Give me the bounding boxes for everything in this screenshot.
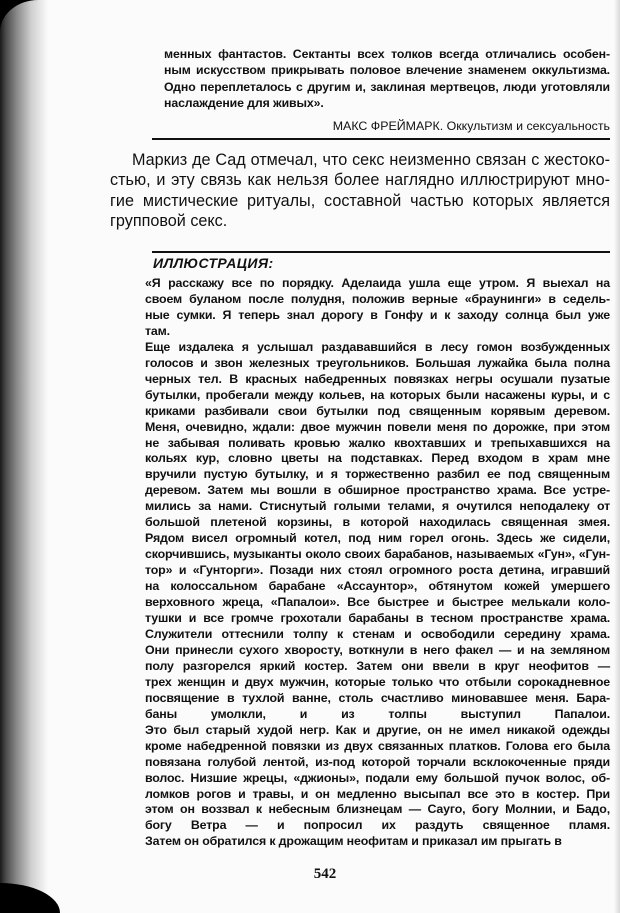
illustration-line: тушки и все громче грохотали барабаны в тесном пространстве храма. bbox=[145, 611, 610, 626]
illustration-line: бутылки, пробегали между кольев, на которых были насажены куры, и с bbox=[145, 387, 610, 402]
body-line: стью, и эту связь как нельзя более наглядно иллюстрируют мно- bbox=[110, 171, 610, 190]
epigraph-quote bbox=[164, 46, 610, 112]
illustration-line: Они принесли сухого хворосту, воткнули в него факел — и на земляном bbox=[145, 642, 610, 657]
illustration-line: баны умолкли, и из толпы выступил Папалои. bbox=[145, 706, 610, 721]
illustration-line: деревом. Затем мы вошли в обширное пространство храма. Все устре- bbox=[145, 483, 610, 498]
page-number: 542 bbox=[313, 866, 337, 882]
epigraph-attribution: МАКС ФРЕЙМАРК. Оккультизм и сексуальность bbox=[332, 119, 610, 133]
epigraph-line: наслаждение для живых». bbox=[164, 96, 324, 111]
illustration-line: волос. Низшие жрецы, «джионы», подали ему большой пучок волос, об- bbox=[145, 770, 610, 785]
illustration-line: этом он воззвал к небесным близнецам — Сауго, богу Молнии, и Бадо, bbox=[145, 802, 610, 817]
illustration-line: криками разбивали свои бутылки под священным корявым деревом. bbox=[145, 403, 610, 418]
illustration-line: мились за нами. Стиснутый голыми телами, я очутился неподалеку от bbox=[145, 499, 610, 514]
illustration-line: посвящение в тухлой ванне, столь счастливо миновавшее меня. Бара- bbox=[145, 690, 610, 705]
illustration-line: богу Ветра — и попросил их раздуть священное пламя. bbox=[145, 818, 610, 833]
illustration-line: большой плетеной корзины, в которой находилась священная змея. bbox=[145, 515, 610, 530]
illustration-line: полу разгорелся яркий костер. Затем они ввели в круг неофитов — bbox=[145, 658, 610, 673]
illustration-line: черных тел. В красных набедренных повязках негры осушали пузатые bbox=[145, 371, 610, 386]
illustration-line: скорчившись, музыканты около своих барабанов, называемых «Гун», «Гун- bbox=[145, 547, 610, 562]
illustration-line: на колоссальном барабане «Ассаунтор», обтянутом кожей умершего bbox=[145, 579, 610, 594]
epigraph-line: Одно переплеталось с другим и, заклиная мертвецов, люди уготовляли bbox=[164, 79, 610, 94]
book-spine-shadow bbox=[0, 0, 48, 913]
page-corner-shadow bbox=[0, 883, 60, 913]
epigraph-line: ным искусством прикрывать половое влечение знаменем оккультизма. bbox=[164, 63, 610, 78]
divider-rule bbox=[152, 251, 610, 253]
illustration-text bbox=[145, 276, 610, 850]
illustration-line: ные сумки. Я теперь знал дорогу в Гонфу и к заходу солнца был уже bbox=[145, 307, 610, 322]
illustration-line: кроме набедренной повязки из двух связанных платков. Голова его была bbox=[145, 738, 610, 753]
illustration-line: не забывая поливать кровью жалко квохтавших и трепыхавшихся на bbox=[145, 435, 610, 450]
body-paragraph bbox=[110, 150, 610, 232]
illustration-line: Затем он обратился к дрожащим неофитам и приказал им прыгать в bbox=[145, 834, 562, 849]
illustration-line: повязана голубой лентой, из-под которой торчали всклокоченные пряди bbox=[145, 754, 610, 769]
illustration-heading: ИЛЛЮСТРАЦИЯ: bbox=[153, 255, 274, 271]
illustration-line: ломков рогов и травы, и он медленно высыпал все это в костер. При bbox=[145, 786, 610, 801]
illustration-line: трех женщин и двух мужчин, которые только что отбыли сорокадневное bbox=[145, 674, 610, 689]
illustration-line: тор» и «Гунторги». Позади них стоял огромного роста детина, игравший bbox=[145, 563, 610, 578]
illustration-line: «Я расскажу все по порядку. Аделаида ушла еще утром. Я выехал на bbox=[145, 276, 610, 290]
illustration-line: вручили пустую бутылку, и я торжественно разбил ее под священным bbox=[145, 467, 610, 482]
illustration-line: Рядом висел огромный котел, под ним горел огонь. Здесь же сидели, bbox=[145, 531, 610, 546]
illustration-line: Еще издалека я услышал раздававшийся в лесу гомон возбужденных bbox=[145, 339, 610, 354]
body-line: групповой секс. bbox=[110, 212, 228, 231]
illustration-line: кольях кур, словно цветы на подставках. Перед входом в храм мне bbox=[145, 451, 610, 466]
illustration-line: голосов и звон железных треугольников. Большая лужайка была полна bbox=[145, 355, 610, 370]
divider-rule bbox=[152, 138, 610, 140]
body-line: Маркиз де Сад отмечал, что секс неизменно связан с жестоко- bbox=[132, 151, 610, 169]
page-edge bbox=[614, 0, 620, 913]
illustration-line: там. bbox=[145, 323, 170, 338]
illustration-line: Меня, очевидно, ждали: двое мужчин повели меня по дорожке, при этом bbox=[145, 419, 610, 434]
illustration-line: верховного жреца, «Папалои». Все быстрее и быстрее мелькали коло- bbox=[145, 595, 610, 610]
illustration-line: Служители оттеснили толпу к стенам и освободили середину храма. bbox=[145, 626, 610, 641]
epigraph-line: менных фантастов. Сектанты всех толков всегда отличались особен- bbox=[164, 47, 610, 61]
body-line: гие мистические ритуалы, составной частью которых является bbox=[110, 191, 610, 210]
illustration-line: своем буланом после полудня, положив верные «браунинги» в седель- bbox=[145, 291, 610, 306]
illustration-line: Это был старый худой негр. Как и другие, он не имел никакой одежды bbox=[145, 722, 610, 737]
